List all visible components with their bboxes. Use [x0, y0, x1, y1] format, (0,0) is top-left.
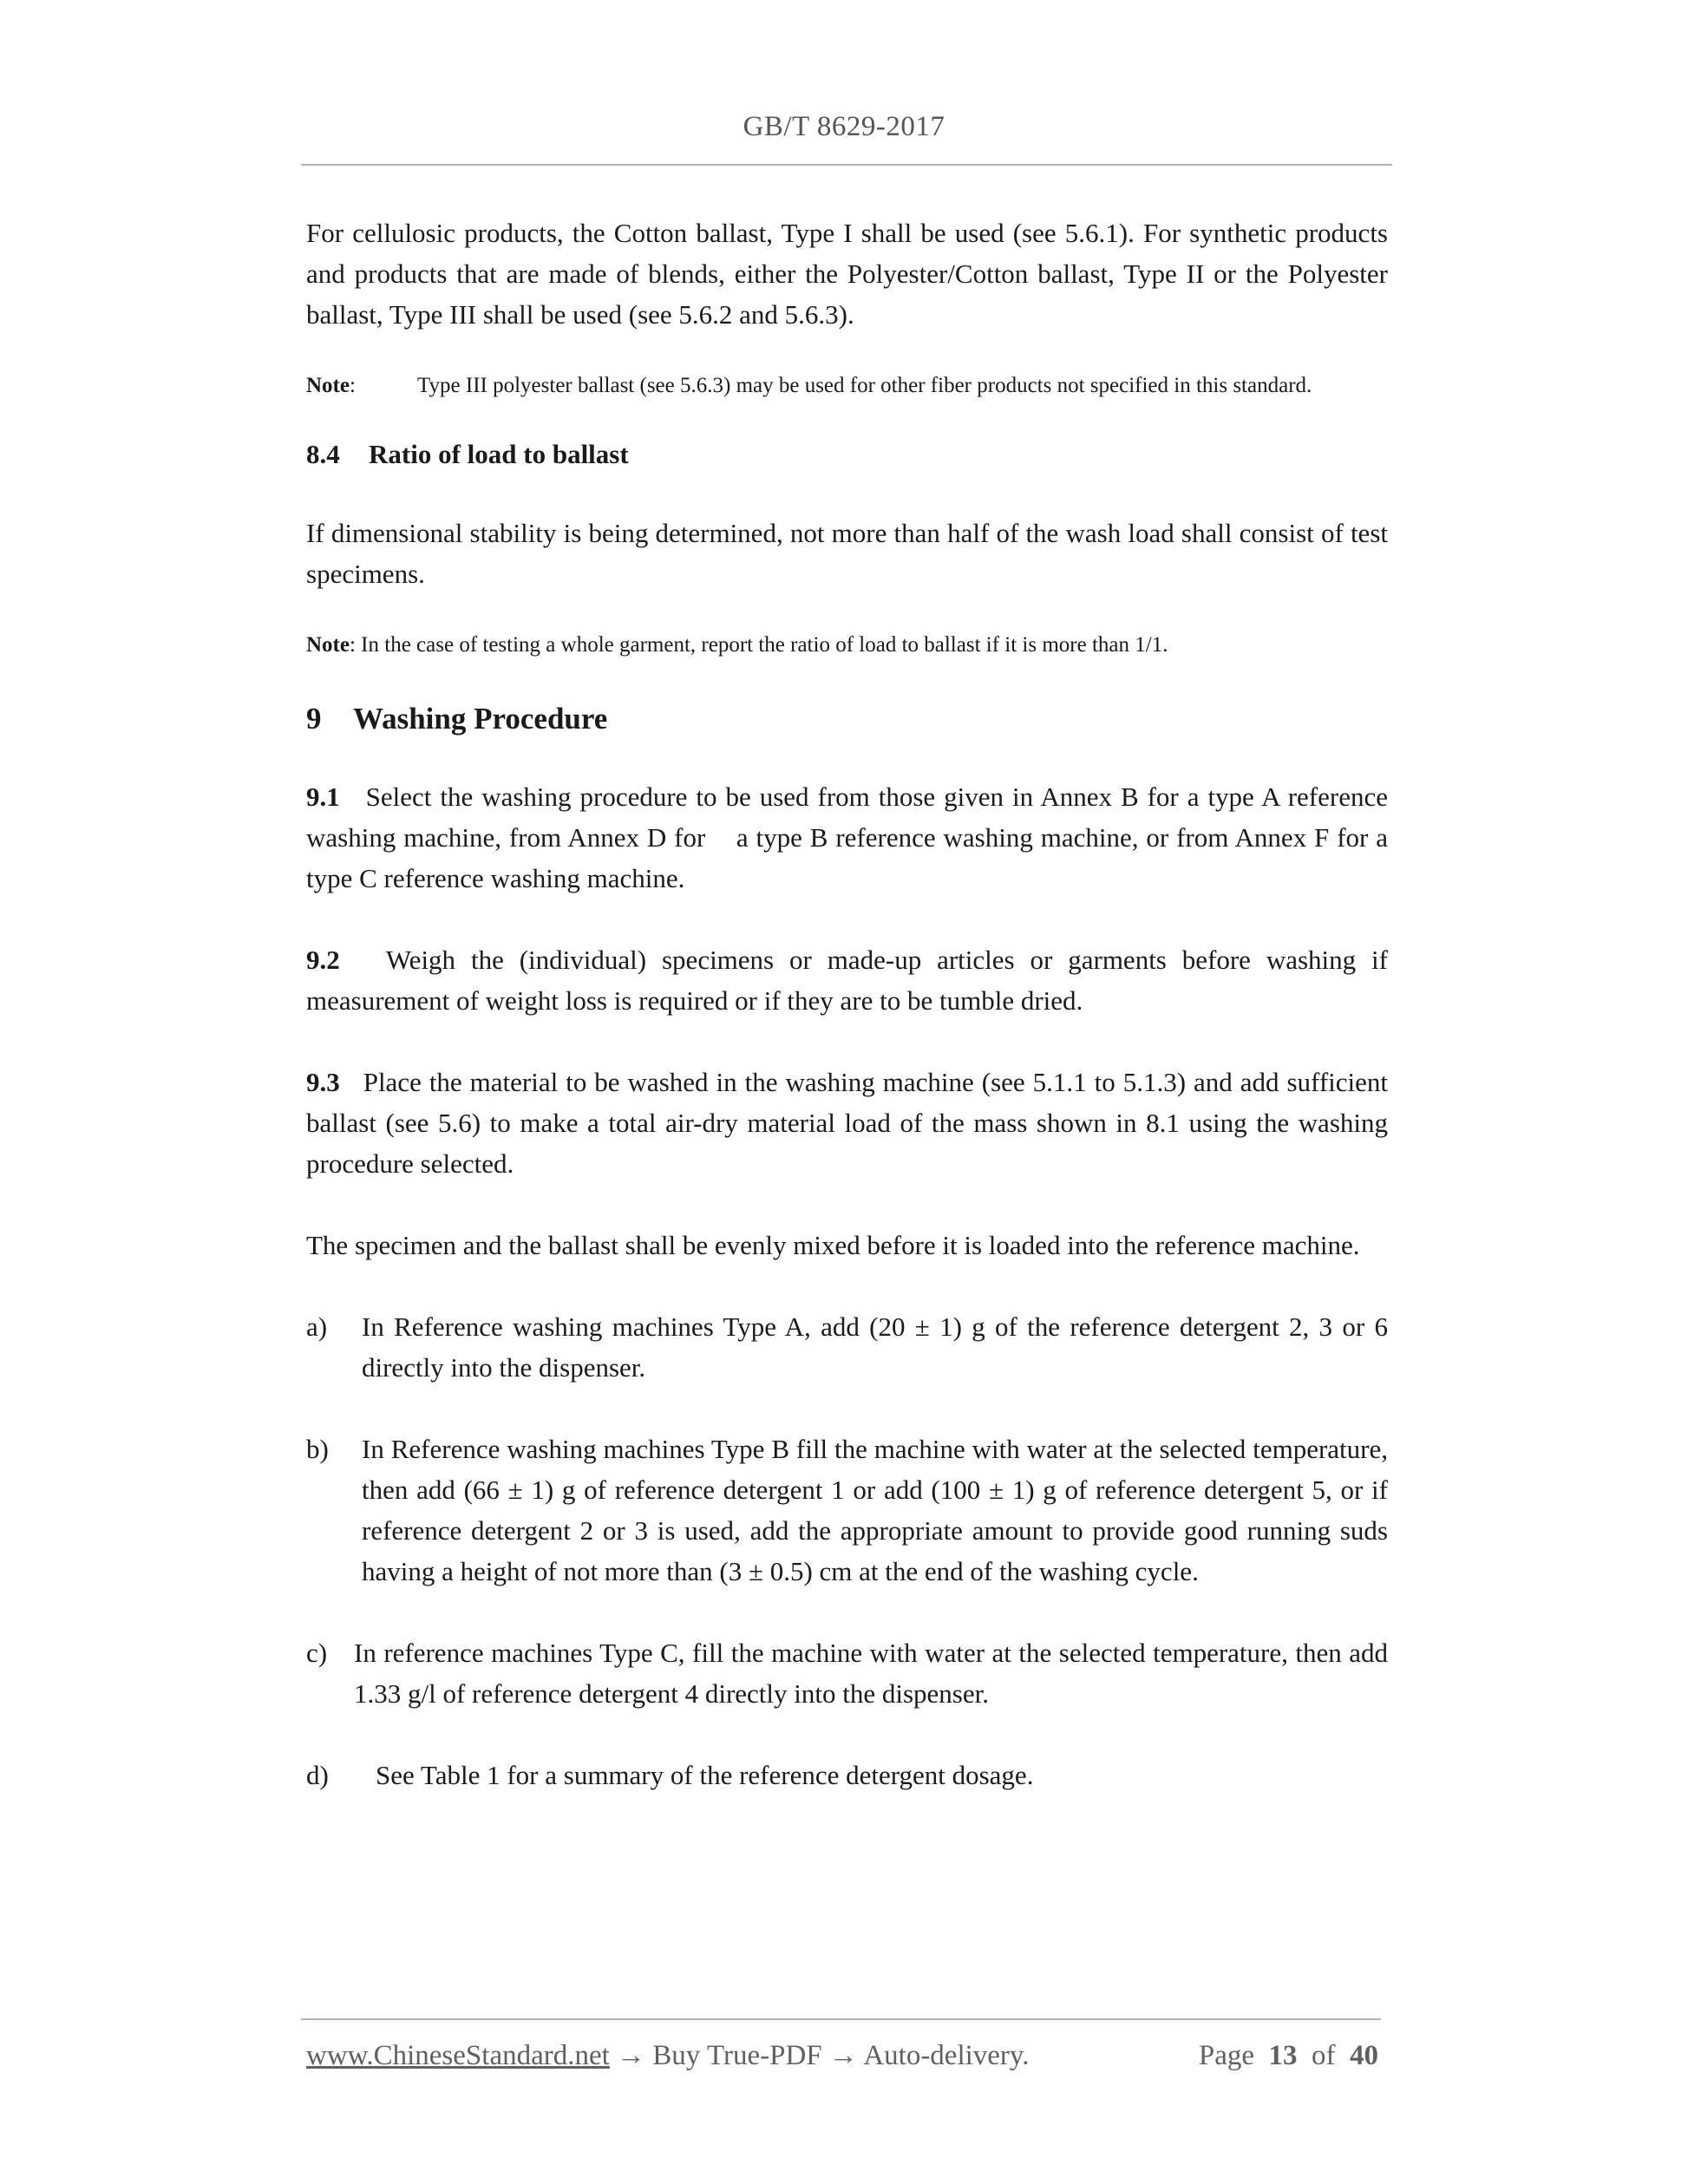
page-indicator: Page 13 of 40	[1198, 2040, 1378, 2071]
note-text: : In the case of testing a whole garment, report the ratio of load to ballast if it is more than 1/1.	[349, 633, 1168, 657]
list-marker: b)	[306, 1434, 329, 1464]
list-text: In reference machines Type C, fill the machine with water at the selected temperature, then add 1.33 g/l of reference detergent 4 directly into the dispenser.	[354, 1638, 1388, 1709]
current-page-number: 13	[1268, 2040, 1298, 2071]
footer-buy-text: Buy True-PDF	[652, 2040, 822, 2071]
list-text: In Reference washing machines Type A, add (20 ± 1) g of the reference detergent 2, 3 or 6 directly into the dispenser.	[362, 1311, 1388, 1383]
footer-site-link[interactable]: www.ChineseStandard.net	[306, 2040, 610, 2071]
mix-paragraph: The specimen and the ballast shall be evenly mixed before it is loaded into the reference machine.	[306, 1230, 1360, 1260]
ratio-paragraph: If dimensional stability is being determined, not more than half of the wash load shall consist of test specimens.	[306, 518, 1388, 589]
section-heading-8-4	[306, 434, 1388, 474]
list-marker: d)	[306, 1760, 329, 1790]
clause-9-1	[306, 776, 1388, 899]
note-ratio	[306, 629, 1388, 662]
list-marker: a)	[306, 1311, 328, 1342]
section-heading-9	[306, 696, 1388, 742]
list-item	[306, 1755, 1388, 1795]
list-item	[306, 1429, 1388, 1592]
clause-text: Select the washing procedure to be used from those given in Annex B for a type A reference washing machine, from Annex D for a type B reference washing machine, or from Annex F for a type C reference washing machine.	[306, 781, 1388, 893]
arrow-icon: →	[821, 2040, 864, 2071]
clause-text: Weigh the (individual) specimens or made-up articles or garments before washing if measurement of weight loss is required or if they are to be tumble dried.	[306, 945, 1388, 1016]
list-item	[306, 1306, 1388, 1388]
header-divider	[301, 164, 1392, 166]
clause-number: 9.3	[306, 1067, 340, 1097]
total-pages-number: 40	[1350, 2040, 1378, 2071]
clause-9-3	[306, 1062, 1388, 1184]
clause-number: 9.1	[306, 781, 340, 812]
section-title: Ratio of load to ballast	[369, 439, 629, 469]
section-title: Washing Procedure	[353, 702, 608, 736]
note-text: Type III polyester ballast (see 5.6.3) may be used for other fiber products not specified in this standard.	[417, 374, 1312, 397]
footer-delivery-text: Auto-delivery.	[863, 2040, 1030, 2071]
note-label: Note	[306, 374, 350, 397]
section-number: 9	[306, 702, 322, 736]
list-marker: c)	[306, 1638, 328, 1668]
list-text: In Reference washing machines Type B fill the machine with water at the selected temperature, then add (66 ± 1) g of reference detergent 1 or add (100 ± 1) g of reference detergent 5, or if reference detergent 2 or 3 is used, add the appropriate amount to provide good running suds having a height of not more than (3 ± 0.5) cm at the end of the washing cycle.	[362, 1434, 1388, 1586]
section-number: 8.4	[306, 439, 340, 469]
clause-text: Place the material to be washed in the washing machine (see 5.1.1 to 5.1.3) and add sufficient ballast (see 5.6) to make a total air-dry material load of the mass shown in 8.1 using the washing procedure selected.	[306, 1067, 1389, 1179]
footer-divider	[301, 2018, 1381, 2020]
clause-9-2	[306, 939, 1388, 1021]
note-ballast: Note: Type III polyester ballast (see 5.6.3) may be used for other fiber products not specified in this standard.	[306, 374, 1312, 397]
arrow-icon: →	[609, 2040, 653, 2071]
clause-number: 9.2	[306, 945, 340, 975]
page-header-title: GB/T 8629-2017	[743, 111, 945, 142]
note-label: Note	[306, 633, 350, 657]
list-text: See Table 1 for a summary of the reference detergent dosage.	[376, 1760, 1034, 1790]
list-item	[306, 1632, 1388, 1714]
intro-paragraph: For cellulosic products, the Cotton ballast, Type I shall be used (see 5.6.1). For synthetic products and products that are made of blends, either the Polyester/Cotton ballast, Type II or the Polyester ballast, Type III shall be used (see 5.6.2 and 5.6.3).	[306, 218, 1388, 330]
page-content	[306, 213, 1388, 1795]
